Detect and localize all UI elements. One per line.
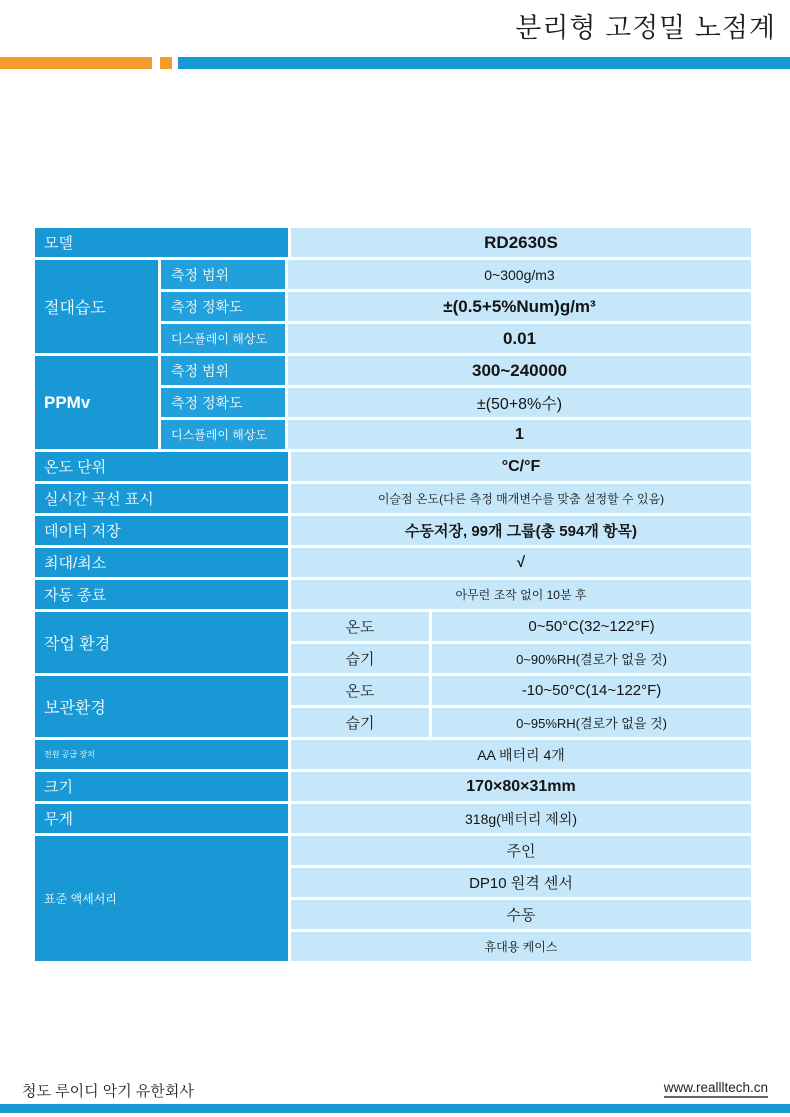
- table-row: [161, 260, 751, 289]
- param-value: 1: [288, 420, 751, 449]
- table-row: [35, 740, 751, 769]
- param-value: -10~50°C(14~122°F): [432, 676, 751, 705]
- table-row: [291, 868, 751, 897]
- table-row: [161, 388, 751, 417]
- row-label: 데이터 저장: [35, 516, 288, 545]
- param-label: 디스플레이 해상도: [161, 420, 285, 449]
- abs-humidity-label: 절대습도: [35, 260, 158, 353]
- header-orange-square: [160, 57, 172, 69]
- size-value: 170×80×31mm: [291, 772, 751, 801]
- param-value: 0~50°C(32~122°F): [432, 612, 751, 641]
- footer-blue-bar: [0, 1104, 790, 1113]
- table-row: [291, 644, 751, 673]
- table-row: [291, 900, 751, 929]
- work-environment-label: 작업 환경: [35, 612, 288, 673]
- table-row: [291, 612, 751, 641]
- table-row: [161, 356, 751, 385]
- header-orange-bar: [0, 57, 152, 69]
- row-value: 이슬점 온도(다른 측정 매개변수를 맞춤 설정할 수 있음): [291, 484, 751, 513]
- row-value: 아무런 조작 없이 10분 후: [291, 580, 751, 609]
- abs-humidity-group: [35, 260, 751, 353]
- param-label: 습기: [291, 708, 429, 737]
- accessories-label: 표준 액세서리: [35, 836, 288, 961]
- param-label: 측정 정확도: [161, 292, 285, 321]
- footer-company-name: 청도 루이디 악기 유한회사: [22, 1083, 194, 1100]
- accessory-item: DP10 원격 센서: [291, 868, 751, 897]
- table-row: [161, 292, 751, 321]
- row-value: °C/°F: [291, 452, 751, 481]
- ppmv-label: PPMv: [35, 356, 158, 449]
- table-row: [291, 932, 751, 961]
- table-row: [35, 580, 751, 609]
- spec-table: [35, 228, 751, 961]
- param-label: 측정 범위: [161, 356, 285, 385]
- header-blue-bar: [178, 57, 790, 69]
- ppmv-group: [35, 356, 751, 449]
- weight-value: 318g(배터리 제외): [291, 804, 751, 833]
- power-supply-value: AA 배터리 4개: [291, 740, 751, 769]
- param-value: 0~300g/m3: [288, 260, 751, 289]
- table-row: [291, 836, 751, 865]
- param-value: ±(0.5+5%Num)g/m³: [288, 292, 751, 321]
- param-label: 디스플레이 해상도: [161, 324, 285, 353]
- model-value: RD2630S: [291, 228, 751, 257]
- table-row: [35, 452, 751, 481]
- table-row: [161, 420, 751, 449]
- size-label: 크기: [35, 772, 288, 801]
- page-title: 분리형 고정밀 노점계: [515, 13, 776, 43]
- table-row: [35, 804, 751, 833]
- accessories-group: [35, 836, 751, 961]
- param-value: 0.01: [288, 324, 751, 353]
- check-mark: √: [291, 548, 751, 577]
- table-row: [35, 484, 751, 513]
- row-label: 최대/최소: [35, 548, 288, 577]
- table-row: [35, 772, 751, 801]
- weight-label: 무게: [35, 804, 288, 833]
- table-row: [35, 228, 751, 257]
- accessory-item: 주인: [291, 836, 751, 865]
- footer-website-link[interactable]: www.reallltech.cn: [664, 1080, 768, 1098]
- model-label: 모델: [35, 228, 288, 257]
- param-label: 온도: [291, 676, 429, 705]
- row-label: 자동 종료: [35, 580, 288, 609]
- table-row: [291, 676, 751, 705]
- row-label: 실시간 곡선 표시: [35, 484, 288, 513]
- accessory-item: 수동: [291, 900, 751, 929]
- power-supply-label: 전원 공급 장치: [35, 740, 288, 769]
- param-label: 온도: [291, 612, 429, 641]
- table-row: [291, 708, 751, 737]
- param-label: 측정 정확도: [161, 388, 285, 417]
- row-label: 온도 단위: [35, 452, 288, 481]
- storage-environment-label: 보관환경: [35, 676, 288, 737]
- table-row: [35, 516, 751, 545]
- param-value: 300~240000: [288, 356, 751, 385]
- param-value: ±(50+8%수): [288, 388, 751, 417]
- work-environment-group: [35, 612, 751, 673]
- accessory-item: 휴대용 케이스: [291, 932, 751, 961]
- table-row: [35, 548, 751, 577]
- param-value: 0~95%RH(결로가 없을 것): [432, 708, 751, 737]
- param-label: 측정 범위: [161, 260, 285, 289]
- table-row: [161, 324, 751, 353]
- row-value: 수동저장, 99개 그룹(총 594개 항목): [291, 516, 751, 545]
- param-label: 습기: [291, 644, 429, 673]
- param-value: 0~90%RH(결로가 없을 것): [432, 644, 751, 673]
- storage-environment-group: [35, 676, 751, 737]
